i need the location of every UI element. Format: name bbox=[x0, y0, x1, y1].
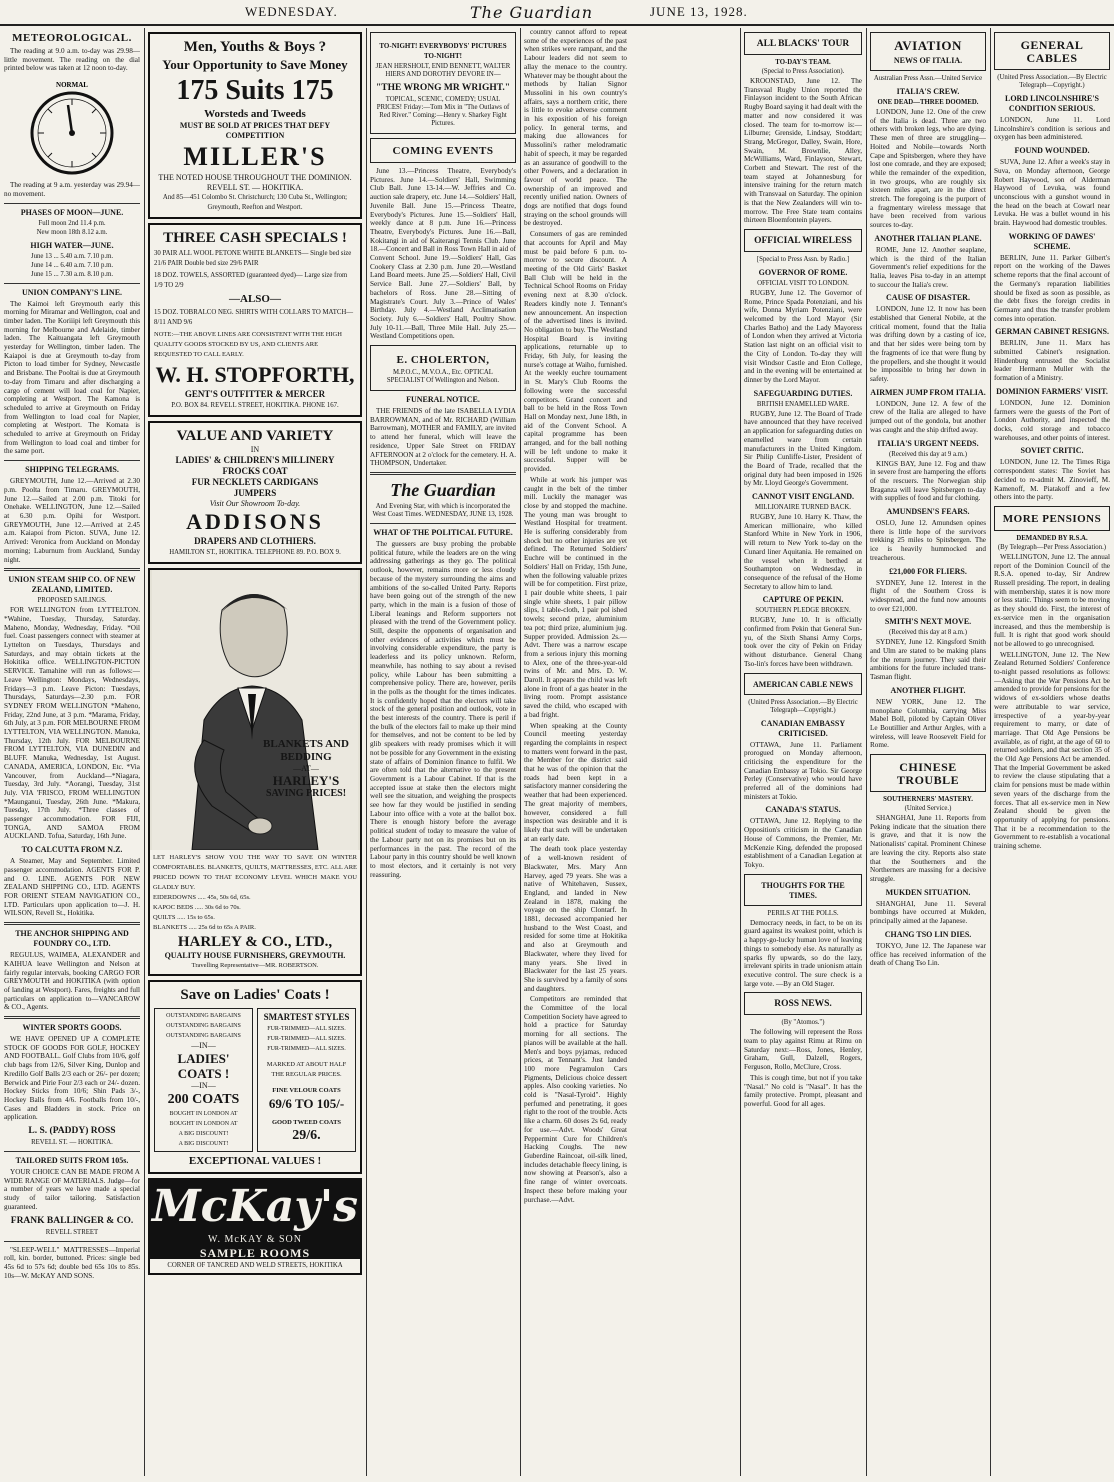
masthead bbox=[0, 0, 1114, 26]
harley-advert bbox=[148, 568, 362, 976]
tailored-suits-text: YOUR CHOICE CAN BE MADE FROM A WIDE RANGE OF MATERIALS. Judge—for a number of years we have made a special study of tailor tailoring. Satisfaction guaranteed. bbox=[4, 1168, 140, 1211]
safeguarding-text: RUGBY, June 12. The Board of Trade have announced that they have received an application for safeguarding duties on enamelled ware from certain manufacturers in the United Kingdom. Sir Philip Cunliffe-Lister, President of the Board of Trade, recalled that the original duty had been imposed in 1926 by Mr. Lloyd George's Government. bbox=[744, 409, 862, 488]
moon-line: New moon 18th 8.12 a.m. bbox=[36, 228, 108, 236]
high-water-line: June 14 ... 6.40 a.m. 7.10 p.m. bbox=[30, 261, 114, 269]
column-4-flow bbox=[524, 28, 736, 1476]
chang-heading: CHANG TSO LIN DIES. bbox=[884, 929, 972, 939]
aviation-subheading: NEWS OF ITALIA. bbox=[893, 56, 963, 65]
cash-special-note: NOTE:—THE ABOVE LINES ARE CONSISTENT WITH THE HIGH QUALITY GOODS STOCKED BY US, AND CLIENTS ARE REQUESTED TO CALL EARLY. bbox=[154, 331, 342, 358]
ross-news-heading: ROSS NEWS. bbox=[774, 999, 832, 1010]
all-blacks-subheading: TO-DAY'S TEAM. bbox=[775, 59, 831, 66]
coming-events-text: June 13.—Princess Theatre, Everybody's Pictures. June 14.—Soldiers' Hall, Swimming Club Ball. June 13-14.—W. Jeffries and Co. auction sale drapery, etc. June 14.—Soldiers' Hall, Juvenile Ball. June 15.—Princess Theatre, Everybody's Pictures. June 15.—Soldiers' Hall, weekly dance at 8 p.m. June 16.—Princess Theatre, Everybody's Pictures. June 16.—Ball, Kokitangi in aid of Kaiterangi Tennis Club. June 18.—Concert and Ball in Ross Town Hall in aid of Convent School. June 19.—Soldiers' Hall, Gas Cookery Class at 2.30 p.m. June 20.—Westland Land Board meets. June 25.—Soldiers' Hall, Civil Service Ball. June 27.—Soldiers' Ball, by bachelors of Ross. June 28.—Sitting of Magistrate's Court. July 3.—Prince of Wales' Birthday. July 4.—Westland Acclimatisation Society. July 6.—Soldiers' Hall, Poultry Show. July 10-11.—Ball, Three Mile Hall. July 25.—Westland Competitions open. bbox=[370, 167, 516, 341]
pictures-advert bbox=[370, 32, 516, 134]
blankets-block bbox=[260, 738, 352, 800]
wireless-source: [Special to Press Assn. by Radio.] bbox=[756, 255, 850, 263]
coats-left-line: —IN— bbox=[191, 1041, 216, 1050]
coats-left-line: COATS ! bbox=[177, 1066, 230, 1081]
cable-news-heading: AMERICAN CABLE NEWS bbox=[752, 679, 853, 689]
cash-special-line: 18 DOZ. TOWELS, ASSORTED (guaranteed dyed)— Large size from 1/9 TO 2/9 bbox=[154, 272, 348, 289]
thoughts-heading: THOUGHTS FOR THE TIMES. bbox=[761, 880, 845, 900]
all-blacks-text: KROONSTAD, June 12. The Transvaal Rugby Union reported the Finlayson incident to the South African Rugby Board saying it had dealt with the matter and now considered it was closed. The team for to-morrow is:—Lilburne; Grenside, Lindsay, Stoddart; Strang, McGregor, Dalley, Swain, Hore, Swain, M. Brownlie, Alley, McWilliams, Ward, Finlayson, Stewart, Corbett and Stewart. The rest of the team stayed at Johannesburg for intensive training for the return match with Transvaal on Saturday. The opinion is that the New Zealanders will win to-morrow. The Free State team contains thirteen Bloemfontein players. bbox=[744, 77, 862, 225]
coats-right-line: GOOD TWEED COATS bbox=[271, 1119, 342, 1126]
farmers-visit-text: LONDON, June 12. Dominion farmers were the guests of the Port of London Authority, and inspected the docks, cold storage and tobacco warehouses, and other points of interest. bbox=[994, 398, 1110, 442]
coats-right-line: FUR-TRIMMED—ALL SIZES. bbox=[267, 1046, 346, 1052]
stopforth-name: W. H. STOPFORTH, bbox=[155, 362, 355, 387]
italia-doomed-heading: ONE DEAD—THREE DOOMED. bbox=[877, 99, 979, 106]
general-cables-source: (United Press Association.—By Electric Telegraph—Copyright.) bbox=[997, 74, 1107, 89]
editorial-heading: WHAT OF THE POLITICAL FUTURE. bbox=[373, 527, 513, 537]
column-4 bbox=[524, 28, 736, 1476]
calcutta-text: A Steamer, May and September. Limited passenger accommodation. AGENTS FOR P. and O. LINE. AGENTS FOR NEW ZEALAND SHIPPING CO., LTD. AGENTS FOR ORIENT STEAM NAVIGATION CO., LTD. Particulars upon application to—J. H. WILSON, Revell St., Hokitika. bbox=[4, 857, 140, 918]
farmers-visit-heading: DOMINION FARMERS' VISIT. bbox=[996, 386, 1108, 396]
calcutta-heading: TO CALCUTTA FROM N.Z. bbox=[21, 845, 123, 855]
amundsen-text: OSLO, June 12. Amundsen opines there is little hope of the survivors trekking 25 miles to Spitsbergen. The ice is heavily hummocked and treacherous. bbox=[870, 519, 986, 562]
column-rule bbox=[144, 28, 145, 1476]
embassy-text: OTTAWA, June 11. Parliament prorogued on Monday afternoon, criticising the expenditure for the Canadian Embassy at Tokio. Sir George Perley (Conservative) who would have preferred all of the dominions had ministers at Tokio. bbox=[744, 740, 862, 801]
coats-right-line: FINE VELOUR COATS bbox=[272, 1087, 341, 1094]
addisons-address: HAMILTON ST., HOKITIKA. TELEPHONE 89. P.O. BOX 9. bbox=[169, 549, 341, 556]
blankets-price: KAPOC BEDS ..... 30s 6d to 70s. bbox=[153, 904, 241, 911]
all-blacks-box bbox=[744, 32, 862, 55]
value-line: LADIES' & CHILDREN'S MILLINERY bbox=[175, 455, 335, 465]
addisons-name: ADDISONS bbox=[186, 509, 324, 534]
value-line: JUMPERS bbox=[233, 488, 277, 498]
harley-subtitle: QUALITY HOUSE FURNISHERS, GREYMOUTH. bbox=[164, 951, 346, 960]
millers-name: MILLER'S bbox=[183, 142, 327, 171]
chang-text: TOKYO, June 12. The Japanese war office has received information of the death of Chang Tso Lin. bbox=[870, 941, 986, 968]
aviation-box bbox=[870, 32, 986, 71]
cash-specials-heading: THREE CASH SPECIALS ! bbox=[163, 230, 347, 246]
column-3 bbox=[370, 28, 516, 1476]
urgent-text: KINGS BAY, June 12. Fog and thaw in severe frost are hampering the efforts of the rescuers. The Norwegian ship Braganza will leave Spitsbergen to-day with supplies of food and fur clothing. bbox=[870, 459, 986, 503]
found-wounded-heading: FOUND WOUNDED. bbox=[1014, 146, 1090, 156]
millers-worsteds: Worsteds and Tweeds bbox=[204, 108, 306, 120]
blankets-heading: BLANKETS AND BEDDING bbox=[263, 738, 349, 763]
guardian-subtitle: And Evening Star, with which is incorporated the West Coast Times. WEDNESDAY, JUNE 13, 1928. bbox=[372, 502, 514, 518]
cable-news-box bbox=[744, 673, 862, 695]
pictures-details: TOPICAL, SCENIC, COMEDY; USUAL PRICES! Friday:—Tom Mix in "The Outlaws of Red River." Coming:—Henry v. Sharkey Fight Pictures. bbox=[376, 96, 510, 127]
pensions-heading: MORE PENSIONS bbox=[1002, 512, 1102, 525]
soviet-heading: SOVIET CRITIC. bbox=[1020, 446, 1084, 456]
german-cabinet-text: BERLIN, June 11. Marx has submitted Cabinet's resignation. Hindenburg entrusted the Socialist leader Hermann Muller with the formation of a Ministry. bbox=[994, 339, 1110, 383]
rome-heading: GOVERNOR OF ROME. bbox=[758, 267, 848, 277]
union-steam-ship-heading: UNION STEAM SHIP CO. OF NEW ZEALAND, LIMITED. bbox=[8, 575, 136, 595]
embassy-heading: CANADIAN EMBASSY CRITICISED. bbox=[760, 718, 846, 738]
column-2 bbox=[148, 28, 362, 1476]
aviation-heading: AVIATION bbox=[894, 38, 962, 53]
value-in: IN bbox=[250, 445, 260, 454]
blankets-text: LET HARLEY'S SHOW YOU THE WAY TO SAVE ON WINTER COMFORTABLES. BLANKETS, QUILTS, MATTRESSES, ETC. ALL ARE PRICED DOWN TO THAT ECONOMY LEVEL WHICH MAKE YOU GLADLY BUY. bbox=[153, 854, 357, 891]
millers-address: And 85—451 Colombo St. Christchurch; 130 Cuba St., Wellington; Greymouth, Reefton and Westport. bbox=[162, 194, 348, 211]
coats-left-line: OUTSTANDING BARGAINS bbox=[166, 1023, 241, 1029]
mckay-advert bbox=[148, 1178, 362, 1275]
smith-source: (Received this day at 8 a.m.) bbox=[889, 629, 967, 637]
blankets-harley: HARLEY'S bbox=[272, 773, 340, 788]
millers-must-be-sold: MUST BE SOLD AT PRICES THAT DEFY COMPETITION bbox=[179, 121, 331, 140]
dial-label: NORMAL bbox=[56, 81, 88, 90]
union-company-text: The Kaimoi left Greymouth early this morning for Miramar and Wellington, coal and timber laden. The Koriiipi left Greymouth this morning for Melbourne and Adelaide, timber laden. The Kaituangata left Greymouth yesterday for Wellington, timber laden. The Kaiapoi is due at Greymouth to-day from Picton to load timber for Sydney, Newcastle and Brisbane. The Pooltai is due at Greymouth to-day from Timaru and after discharging a cargo of cement will load coal for Napier, completing at Westport. The Kamona is scheduled to arrive at Greymouth on Friday from Wellington to load coal for Napier, completing at Westport. The Komata is scheduled to arrive at Greymouth on Friday from Wellington to load coal and timber for the same port. bbox=[4, 299, 140, 456]
millers-suits: 175 Suits 175 bbox=[176, 75, 334, 106]
harley-name: HARLEY & CO., LTD., bbox=[177, 934, 333, 950]
blankets-price: EIDERDOWNS ..... 45s, 50s 6d, 65s. bbox=[153, 894, 251, 901]
pekin-text: RUGBY, June 10. It is officially confirmed from Pekin that General Sun-yu, of the Sixth Shansi Army Corps, took over the city of Pekin on Friday without disturbance. General Chang Tso-lin's forces have been withdrawn. bbox=[744, 616, 862, 668]
barometer-dial-icon bbox=[24, 77, 120, 177]
dawes-text: BERLIN, June 11. Parker Gilbert's report on the working of the Dawes scheme reports that the final account of the Germany's reparation liabilities should be fixed as soon as possible, as the debt fixes the foreign credits in Germany and thus the transfer problem comes into operation. bbox=[994, 253, 1110, 323]
coats-left-line: OUTSTANDING BARGAINS bbox=[166, 1033, 241, 1039]
cash-special-line: 30 PAIR ALL WOOL PETONE WHITE BLANKETS— Single bed size 21/6 PAIR Double bed size 29/6 PAIR bbox=[154, 250, 352, 267]
pensions-subheading: DEMANDED BY R.S.A. bbox=[1016, 534, 1088, 542]
blankets-at: —AT— bbox=[293, 764, 319, 773]
general-cables-heading: GENERAL CABLES bbox=[1020, 38, 1084, 65]
ross-advert-name: L. S. (PADDY) ROSS bbox=[28, 1126, 116, 1137]
pensions-text: WELLINGTON, June 12. The annual report of the Dominion Council of the R.S.A. opened to-day, Sir Andrew Russell presiding. The report, in dealing with membership, states it is now more or less static. Things seem to be moving as they should do. First, the interest of ex-service men in the organisation increased, and thus the membership is full. It is right that good work should not be allowed to go unrecognised. bbox=[994, 552, 1110, 648]
harley-rep: Travelling Representative—MR. ROBERTSON. bbox=[191, 962, 319, 969]
ross-news-text: The following will represent the Ross team to play against Rimu at Rimu on Saturday next:—Ross, Jones, Henley, Graham, Gull, Dalzell, Rogers, Ferguson, Rollo, McClure, Cross. bbox=[744, 1028, 862, 1072]
column-1 bbox=[4, 28, 140, 1476]
coats-heading: Save on Ladies' Coats ! bbox=[180, 987, 330, 1003]
masthead-title: The Guardian bbox=[470, 2, 594, 22]
plane-heading: ANOTHER ITALIAN PLANE. bbox=[874, 233, 982, 243]
smith-heading: SMITH'S NEXT MOVE. bbox=[884, 617, 972, 627]
pensions-text-2: WELLINGTON, June 12. The New Zealand Returned Soldiers' Conference to-night passed resolutions as follows:—Asking that the War Pensions Act be amended to provide for pensions for the widows of ex-soldiers whose deaths were attributable to war service, irrespective of a year-by-year requirement to marry, or date of marriage. That Old Age Pensions be available, as of right, at the age of 60 to returned soldiers, and that section 35 of the Old Age Pensions Act be amended. That the Imperial Government be asked to review the clause stipulating that a claim for pensions must be made within seven years of the discharge from the forces. That all ex-service men in New Zealand should be given the opportunity of applying for pensions. That it be a recommendation to the Government to re-establish a vocational training scheme. bbox=[994, 650, 1110, 851]
pictures-title: "THE WRONG MR WRIGHT." bbox=[375, 83, 511, 93]
mckay-subtitle: W. McKAY & SON bbox=[150, 1234, 360, 1247]
coats-left-line: 200 COATS bbox=[167, 1092, 240, 1107]
millers-heading: Men, Youths & Boys ? bbox=[183, 39, 327, 55]
moon-line: Full moon 2nd 11.4 p.m. bbox=[38, 219, 106, 227]
stopforth-subtitle: GENT'S OUTFITTER & MERCER bbox=[184, 389, 326, 399]
coats-right-panel bbox=[257, 1008, 356, 1152]
column-rule bbox=[990, 28, 991, 1476]
chinese-trouble-text: SHANGHAI, June 11. Reports from Peking indicate that the situation there is grave, and that it is now the Nationalists' capital. Prominent Chinese are leaving the city. Reports also state that the Southerners and the Northerners are massing for a decisive struggle. bbox=[870, 814, 986, 883]
millers-advert bbox=[148, 32, 362, 219]
pekin-heading: CAPTURE OF PEKIN. bbox=[762, 595, 844, 605]
moon-heading: PHASES OF MOON—JUNE. bbox=[20, 207, 124, 217]
wireless-heading: OFFICIAL WIRELESS bbox=[754, 235, 852, 246]
mukden-heading: MUKDEN SITUATION. bbox=[885, 887, 971, 897]
meteorological-heading: METEOROLOGICAL. bbox=[12, 32, 132, 44]
winter-sports-text: WE HAVE OPENED UP A COMPLETE STOCK OF GOODS FOR GOLF, HOCKEY AND FOOTBALL. Golf Clubs from 10/6, golf club bags from 12/6, Silver King, Dunlop and Kredillo Golf Balls 2/3 each or 26/- per dozen; Berwick and Pirie Four 2/3 each or 24/- dozen. Hockey Sticks from 10/6; Shin Pads 3/-, Hockey Balls from 4/6. Footballs from 10/-, Cases and Bladders in stock. Price on application. bbox=[4, 1035, 140, 1122]
status-text: OTTAWA, June 12. Replying to the Opposition's criticism in the Canadian House of Commons, the Premier, Mr. McKenzie King, defended the proposed establishment of a Canadian Legation at Tokyo. bbox=[744, 817, 862, 869]
ross-news-box bbox=[744, 992, 862, 1015]
cholerton-name: E. CHOLERTON, bbox=[396, 354, 490, 367]
anchor-shipping-heading: THE ANCHOR SHIPPING AND FOUNDRY CO., LTD. bbox=[15, 929, 129, 949]
coats-right-line: MARKED AT ABOUT HALF THE REGULAR PRICES. bbox=[266, 1061, 347, 1078]
soviet-text: LONDON, June 12. The Times Riga correspondent states: The Soviet has decided to re-admit M. Zinovieff, M. Kamenoff, M. Piatakoff and a few others into the party. bbox=[994, 458, 1110, 502]
column-rule bbox=[366, 28, 367, 1476]
safeguarding-subheading: BRITISH ENAMELLED WARE. bbox=[756, 400, 850, 408]
lincolnshire-heading: LORD LINCOLNSHIRE'S CONDITION SERIOUS. bbox=[1004, 94, 1100, 113]
masthead-date: JUNE 13, 1928. bbox=[650, 4, 748, 19]
ladies-coats-advert bbox=[148, 980, 362, 1174]
blankets-saving: SAVING PRICES! bbox=[265, 788, 347, 799]
editorial-text: The guessers are busy probing the probable political future, while the leaders are on the wing addressing gatherings as they go. The political outlook, however, remains more or less cloudy because of the mystery surrounding the aims and ambitions of the so-called United Party. Reports have been going out of the strength of the new party, which in the main is a fusion of those of Liberal leanings and Reform supporters not pleased with the trend of the Government policy. Still, despite the opponents of organisation and other evidences of activities which must be involving considerable expenditure, the party is leaderless and its policy unknown. Reform, meanwhile, has nothing to say about a revised policy, while Labour has been submitting a comprehensive policy. There are, however, perils in the polls as the thought for the times indicates. It is confidently hoped that the electors will take stock of the general position and outlook, vote in the best interests of the country. There is peril if the bulk of the electors fail to make up their mind for themselves, and not be content to be led by glib speakers with ready promises which it will not be possible for any Government in the existing state of affairs of Dominion finance to fulfil. We are often told that the alternative to the present Government is a Labour Cabinet. If that is the accepted issue at stake then the electors might well see the situation, and weighing the prospects see how far they would be justified in sending Labour into office with a vote at the ballot box. There is enough history before the average political student of today to measure the value of the Labour party not on its promises but on its performances in the past. The record of the Labour party in this country should be well known to most electors, and it certainly is not very reassuring. bbox=[370, 539, 516, 879]
coats-left-panel bbox=[154, 1008, 253, 1152]
cannot-visit-subheading: MILLIONAIRE TURNED BACK. bbox=[755, 504, 851, 512]
consumers-text: Consumers of gas are reminded that accounts for April and May must be paid before 6 p.m. to-morrow to secure discount. A meeting of the Old Girls' Basket Ball Club will be held in the Technical School Rooms on Friday evening next at 8.30 o'clock. Readers kindly note J. Tennant's new announcement. An inspection of the advertised lines is invited. No obligation to buy. The Westland Hospital Board is inviting applications, returnable up to Friday, 6th July, for leasing the nurse's cottage at Waiho, furnished. At the weekly euchre tournament in St. Mary's Club Rooms the following were the successful competitors. Grand concert and ball to be held in the Ross Town Hall on Monday next, June 18th, in aid of the Convent School. A capital programme has been arranged, and for the ball nothing will be left undone to make it successful. Supper will be provided. bbox=[524, 230, 627, 474]
column-rule bbox=[866, 28, 867, 1476]
cash-special-line: —ALSO— bbox=[229, 293, 281, 305]
coats-left-line: BOUGHT IN LONDON AT bbox=[169, 1121, 238, 1127]
mukden-text: SHANGHAI, June 11. Several bombings have occurred at Mukden, principally aimed at the Japanese. bbox=[870, 899, 986, 926]
coats-right-line: 69/6 TO 105/- bbox=[268, 1096, 345, 1111]
wireless-box bbox=[744, 229, 862, 252]
cannot-visit-text: RUGBY, June 10. Harry K. Thaw, the American millionaire, who killed Stanford White in New York in 1906, will return to New York to-day on the Cunard liner Aquitania. He remained on the vessel when it berthed at Southampton on Wednesday, in consequence of the refusal of the Home Secretary to allow him to land. bbox=[744, 513, 862, 591]
urgent-source: (Received this day at 9 a.m.) bbox=[889, 450, 967, 458]
airmen-text: LONDON, June 12. A few of the crew of the Italia are alleged to have jumped out of the gondola, but another was caught and the ship drifted away. bbox=[870, 399, 986, 434]
found-wounded-text: SUVA, June 12. After a week's stay in Suva, on Monday afternoon, George Robert Haywood, son of Alderman Haywood of Levuka, was found unconscious with a gunshot wound in the head on the beach at Cowarl near Levuka. He was a bullet wound in his brain. Haywood had domestic troubles. bbox=[994, 158, 1110, 228]
union-company-heading: UNION COMPANY'S LINE. bbox=[21, 287, 123, 297]
aviation-source: Australian Press Assn.—United Service bbox=[873, 75, 983, 82]
ballinger-name: FRANK BALLINGER & CO. bbox=[10, 1215, 134, 1226]
funeral-heading: FUNERAL NOTICE. bbox=[406, 395, 480, 405]
winter-sports-heading: WINTER SPORTS GOODS. bbox=[22, 1023, 122, 1033]
coats-left-line: A BIG DISCOUNT! bbox=[178, 1141, 229, 1147]
urgent-heading: ITALIA'S URGENT NEEDS. bbox=[877, 438, 979, 448]
airmen-heading: AIRMEN JUMP FROM ITALIA. bbox=[870, 387, 986, 397]
addisons-subtitle: DRAPERS AND CLOTHIERS. bbox=[194, 536, 316, 546]
safeguarding-heading: SAFEGUARDING DUTIES. bbox=[753, 388, 853, 398]
man-illustration bbox=[150, 570, 360, 850]
thoughts-text: Democracy needs, in fact, to be on its guard against its weakest point, which is a happy-go-lucky human love of leaving things to somebody else. As naturally as sparks fly upwards, so do the lazy, irrelevant spirits in trade unionism attain executive control. The sure check is a large vote. —By an Old Stager. bbox=[744, 918, 862, 988]
column-rule bbox=[520, 28, 521, 1476]
german-cabinet-heading: GERMAN CABINET RESIGNS. bbox=[995, 327, 1109, 337]
mckay-address: CORNER OF TANCRED AND WELD STREETS, HOKITIKA bbox=[167, 1262, 343, 1270]
proposed-sailings-subheading: PROPOSED SAILINGS. bbox=[37, 597, 107, 605]
coats-left-line: —IN— bbox=[191, 1081, 216, 1090]
union-steam-ship-text: FOR WELLINGTON from LYTTELTON. *Wahine, Tuesday, Thursday, Saturday. Maheno, Monday, Wednesday, Friday. *Oil fuel. Coast passengers connect with steamer at Lyttelton on Tuesdays, Thursdays and Saturdays, and may obtain tickets at the Hokitika office. WELLINGTON-PICTON SERVICE. Tamahine will run as follows:—Leave Wellington: Mondays, Wednesdays, Fridays—3 p.m. Leave Picton: Tuesdays, Thursdays, Saturdays—2.30 p.m. FOR SYDNEY FROM WELLINGTON *Maheno, Friday, 22nd June, at 3 p.m. *Marama, Friday, 6th July, at 3 p.m. FOR MELBOURNE FROM LYTTELTON, VIA WELLINGTON. Manuka, Thursday, 12th July. FOR MELBOURNE FROM LYTTELTON, VIA DUNEDIN and BLUFF. Manuka, Wednesday, 1st August. CANADA, AMERICA, LONDON, Etc. *Via Vancouver, from Auckland—*Niagara, Tuesday, 3rd July. *Aorangi, Tuesday, 31st July. VIA 'FRISCO, FROM WELLINGTON *Maunganui, Tuesday, 26th June. *Makura, Tuesday, 17th July. *Three classes of passenger accommodation. FOR FIJI, TONGA, AND SAMOA FROM AUCKLAND. Tofua, Saturday, 16th June. bbox=[4, 606, 140, 841]
column-rule bbox=[740, 28, 741, 1476]
barometer-dial bbox=[4, 77, 140, 177]
lincolnshire-text: LONDON, June 11. Lord Lincolnshire's condition is serious and oxygen has been administered. bbox=[994, 116, 1110, 142]
ross-advert-address: REVELL ST. — HOKITIKA. bbox=[31, 1139, 113, 1147]
meteorological-text: The reading at 9.0 a.m. to-day was 29.98—little movement. The reading on the dial printed below was taken at 12 noon to-day. bbox=[4, 47, 140, 73]
dawes-heading: WORKING OF DAWES' SCHEME. bbox=[1008, 231, 1096, 251]
millers-opportunity: Your Opportunity to Save Money bbox=[162, 57, 348, 72]
blankets-price: BLANKETS ..... 25s 6d to 65s A PAIR. bbox=[153, 924, 256, 931]
value-line: FUR NECKLETS CARDIGANS bbox=[191, 477, 319, 487]
cholerton-subtitle: M.P.O.C., M.V.O.A., Etc. OPTICAL SPECIALIST Of Wellington and Nelson. bbox=[386, 369, 500, 385]
high-water-line: June 15 ... 7.30 a.m. 8.10 p.m. bbox=[30, 270, 114, 278]
coats-right-line: 29/6. bbox=[292, 1128, 321, 1143]
addisons-advert bbox=[148, 421, 362, 564]
meteorological-text-2: The reading at 9 a.m. yesterday was 29.94—no movement. bbox=[4, 181, 140, 198]
shipping-telegrams-text: GREYMOUTH, June 12.—Arrived at 2.30 p.m. Poolta from Timaru. GREYMOUTH, June 12.—Sailed at 2.00 p.m. Titoki for Onehake. WELLINGTON, June 12.—Sailed at 6.30 p.m. Opihi for Westport. GREYMOUTH, June 12.—Arrived at 2.45 a.m. Kaiapoi from Picton. SUVA, June 12. Arrived: Veronica from Auckland on Monday morning; Laburnum from Auckland, Sunday night. bbox=[4, 477, 140, 564]
tailored-suits-heading: TAILORED SUITS FROM 105s. bbox=[15, 1156, 129, 1166]
cholerton-advert bbox=[370, 345, 516, 391]
ballinger-address: REVELL STREET bbox=[45, 1228, 99, 1236]
status-heading: CANADA'S STATUS. bbox=[765, 805, 841, 815]
chinese-trouble-heading: CHINESE TROUBLE bbox=[896, 760, 960, 788]
coats-left-line: OUTSTANDING BARGAINS bbox=[166, 1013, 241, 1019]
anchor-shipping-text: REGULUS, WAIMEA, ALEXANDER and KAIHUA leave Wellington and Nelson at fairly regular intervals, booking CARGO FOR GREYMOUTH and HOKITIKA (with option of landing at Westport). Fares, freights and full particulars on application to—VANCAROW & CO., Agents. bbox=[4, 951, 140, 1012]
pictures-cast: JEAN HERSHOLT, ENID BENNETT, WALTER HIERS AND DOROTHY DEVORE IN— bbox=[375, 63, 511, 78]
cable-news-source: (United Press Association.—By Electric Telegraph—Copyright.) bbox=[748, 698, 858, 714]
thoughts-subheading: PERILS AT THE POLLS. bbox=[767, 909, 839, 917]
obituary-text: The death took place yesterday of a well-known resident of Blackwater, Mrs. Mary Ann Harvey, aged 79 years. She was a native of Whitehaven, Sussex, England, and landed in New Zealand in 1878, making the voyage on the ship Clontarf. In 1881, deceased accompanied her husband to the West Coast, and resided for some time at Hokitika and also at Greymouth and Blackwater, where they lived for many years. She lived in Blackwater for the last 25 years. She is survived by a family of sons and daughters. bbox=[524, 845, 627, 993]
masthead-day: WEDNESDAY. bbox=[245, 4, 338, 19]
high-water-line: June 13 ... 5.40 a.m. 7.10 p.m. bbox=[30, 252, 114, 260]
stopforth-advert bbox=[148, 223, 362, 417]
value-heading: VALUE AND VARIETY bbox=[176, 428, 334, 444]
mckay-logo: McKay's bbox=[151, 1181, 359, 1232]
blankets-price: QUILTS ..... 15s to 65s. bbox=[153, 914, 215, 921]
cause-text: LONDON, June 12. It now has been established that General Nobile, at the critical moment, found that the Italia was drifting down by a casting of ice, and that her sides were being torn by the fragments of ice that were flung by the propellers, and she thought it would be impossible to bring her down in safety. bbox=[870, 305, 986, 383]
coats-right-line: FUR-TRIMMED—ALL SIZES. bbox=[267, 1026, 346, 1032]
chinese-trouble-subheading: SOUTHERNERS' MASTERY. bbox=[883, 796, 973, 804]
local-news-text: While at work his jumper was caught in the belt of the timber mill. Luckily the manager was close by and stopped the machine. The young man was brought to Westland Hospital for treatment. He is suffering considerably from shock but no other injuries are yet defined. The Returned Soldiers' Euchre will be continued in the Soldiers' Hall on Friday, 15th June, when the following valuable prizes will be for competition. First prize, 1 pair double white sheets, 1 pair single white sheets, 1 pair pillow slips, 1 table-cloth, 1 pair pol ished towels; second prize, aluminium tea pot; third prize, aluminium jug. Supper provided. Admission 2s.—Advt. There was a narrow escape from a serious injury this morning to Alex, one of the three-year-old twins of Mr. and Mrs. D. W. Daroll. It appears the child was left alone in front of a gas heater in the living room. Prompt assistance saved the child, who escaped with a bad fright. bbox=[524, 475, 627, 719]
mckay-sample-rooms: SAMPLE ROOMS bbox=[150, 1247, 360, 1260]
general-cables-box bbox=[994, 32, 1110, 70]
chinese-trouble-box bbox=[870, 754, 986, 792]
flight-heading: ANOTHER FLIGHT. bbox=[890, 685, 966, 695]
column-5 bbox=[744, 28, 862, 1476]
ross-news-source: (By "Atomos.") bbox=[781, 1019, 825, 1027]
sleep-well-text: "SLEEP-WELL" MATTRESSES—Imperial roll, kin. border, buttoned. Prices: single bed 45s 6d to 57s 6d; double bed 65s 10s to 85s. 10s—W. McKAY AND SONS. bbox=[4, 1245, 140, 1280]
italia-text: LONDON, June 12. One of the crew of the Italia is dead. Three are two others with broken legs, who are dying. These men of three are struggling—Hoited and Nobile—towards North Cape and Spitsbergen, where they have lost one comrade, and they are exposed; while the remainder of the expedition, in two groups, who are roughly six sixteen miles apart, are in the direct stretch. The foregoing is the purport of a fragmentary wireless message that have been received from various sources to-day. bbox=[870, 108, 986, 230]
fliers-text: SYDNEY, June 12. Interest in the flight of the Southern Cross is widespread, and the fund now amounts to over £21,000. bbox=[870, 578, 986, 613]
italia-crew-heading: ITALIA'S CREW. bbox=[896, 87, 960, 96]
shipping-telegrams-heading: SHIPPING TELEGRAMS. bbox=[25, 465, 119, 475]
all-blacks-source: (Special to Press Association). bbox=[761, 68, 845, 75]
guardian-nameplate: The Guardian bbox=[390, 479, 496, 500]
coming-events-heading: COMING EVENTS bbox=[392, 145, 494, 157]
pensions-source: (By Telegraph—Per Press Association.) bbox=[997, 543, 1107, 551]
nasal-text: This is cough time, but not if you take "Nasal." No cold is "Nasal". It has the family protective. Prompt, pleasant and powerful. Good for all ages. bbox=[744, 1073, 862, 1108]
column-6 bbox=[870, 28, 986, 1476]
thoughts-box bbox=[744, 874, 862, 906]
coats-left-line: A BIG DISCOUNT! bbox=[178, 1131, 229, 1137]
coats-exceptional: EXCEPTIONAL VALUES ! bbox=[188, 1155, 322, 1167]
rome-subheading: OFFICIAL VISIT TO LONDON. bbox=[757, 279, 849, 287]
chinese-trouble-source: (United Service.) bbox=[904, 805, 952, 813]
coats-right-line: FUR-TRIMMED—ALL SIZES. bbox=[267, 1036, 346, 1042]
flight-text: NEW YORK, June 12. The monoplane Columbia, carrying Miss Mabel Boll, piloted by Captain Oliver Le Boutillier and Arthur Argles, with a wireless, will leave Roosevelt Field for Rome. bbox=[870, 697, 986, 750]
value-visit: Visit Our Showroom To-day. bbox=[209, 499, 301, 508]
column-7 bbox=[994, 28, 1110, 1476]
all-blacks-heading: ALL BLACKS' TOUR bbox=[756, 39, 850, 49]
coats-right-line: SMARTEST STYLES bbox=[263, 1012, 350, 1022]
cannot-visit-heading: CANNOT VISIT ENGLAND. bbox=[751, 492, 855, 502]
rome-text: RUGBY, June 12. The Governor of Rome, Prince Spada Potenziani, and his wife, Donna Myriam Potenziani, were welcomed by the Lord Mayor (Sir Charles Batho) and the Lady Mayoress of London when they arrived at Victoria Station last night on an official visit to the City of London. To-day they will visit Windsor Castle and Eton College, and in the evening will be entertained at dinner by the Lord Mayor. bbox=[744, 288, 862, 384]
millers-subtitle: THE NOTED HOUSE THROUGHOUT THE DOMINION. REVELL ST. — HOKITIKA. bbox=[158, 173, 352, 192]
competitions-text: Competitors are reminded that the Committee of the local Competition Society have agreed to hold a practice for Saturday morning for all sections. The pianos will be available at the hall. Men's and boys pyjamas, reduced prices, at Tennant's. Just landed 100 more Pegramulon Cars Pigments, Delicious choice dessert apples. Also cooking varieties. No cold is "Nasal-Tyroid". Highly perfumed and penetrating, it goes right to the root of the trouble. Acts like a charm. 60 doses 2s 6d, ready for use.—Advt. Woods' Great Peppermint Cure for Children's Hacking Coughs. The new Guberdine Raincoat, oil-silk lined, includes detachable fleecy lining, is now showing at Pearson's, also a fine range of winter overcoats. Inspect these before making your purchase.—Advt. bbox=[524, 995, 627, 1204]
strike-text: country cannot afford to repeat some of the experiences of the past when strikes were rampant, and the Labour leaders did not seem to allay the menace to the country. Whatever may be thought about the methods by Italian Signor Mussolini in his own country's affairs, says a northern critic, there is little to evoke adverse comment in his exposition of his foreign policy. In general terms, and making due allowances for Mussolini's rather melodramatic habit of speech, it may be regarded as an assurance of goodwill to the other Powers, and a declaration in favour of world peace. The ownership of an improved and recently unified nation. Owners of dogs are notified that dogs found straying on the school grounds will be destroyed. bbox=[524, 28, 627, 228]
coming-events-box bbox=[370, 138, 516, 163]
value-line: FROCKS COAT bbox=[222, 466, 288, 476]
amundsen-heading: AMUNDSEN'S FEARS. bbox=[886, 507, 970, 517]
high-water-heading: HIGH WATER—JUNE. bbox=[30, 240, 114, 250]
cash-special-line: 15 DOZ. TOBRALCO NEG. SHIRTS WITH COLLARS TO MATCH— 8/11 AND 9/6 bbox=[154, 309, 354, 326]
plane-text: ROME, June 12. Another seaplane, which is the third of the Italian Government's relief expeditions for the Italia, leaves Pisa to-day in an attempt to succour the Italia's crew. bbox=[870, 245, 986, 289]
man-portrait-icon bbox=[152, 570, 358, 850]
pictures-heading: TO-NIGHT! EVERYBODYS' PICTURES TO-NIGHT! bbox=[379, 42, 507, 60]
funeral-text: THE FRIENDS of the late ISABELLA LYDIA BARROWMAN, and of Mr. RICHARD (William Barrowman), MOTHER and FAMILY, are invited to attend her funeral, which will leave the residence, Upper Sale Street on FRIDAY AFTERNOON at 2 o'clock for the cemetery. H. A. THOMPSON, Undertaker. bbox=[370, 407, 516, 468]
county-council-text: When speaking at the County Council meeting yesterday regarding the complaints in respect to matters went forward in the past, the Member for the district said that he was of the opinion that the roads had been kept in a satisfactory manner considering the weather that had been experienced. The great majority of members, however, considered a full inspection was desirable and it is likely that such will be undertaken at an early date. bbox=[524, 721, 627, 843]
pekin-subheading: SOUTHERN PLEDGE BROKEN. bbox=[755, 607, 851, 615]
coats-left-line: BOUGHT IN LONDON AT bbox=[169, 1111, 238, 1117]
coats-left-line: LADIES' bbox=[177, 1051, 230, 1066]
stopforth-address: P.O. BOX 84. REVELL STREET, HOKITIKA. PHONE 167. bbox=[171, 402, 339, 409]
smith-text: SYDNEY, June 12. Kingsford Smith and Ulm are stated to be making plans for the return journey. They said their ambitions for the future included trans-Tasman flight. bbox=[870, 638, 986, 682]
fliers-heading: £21,000 FOR FLIERS. bbox=[889, 566, 967, 576]
pensions-box bbox=[994, 506, 1110, 531]
cause-heading: CAUSE OF DISASTER. bbox=[886, 293, 970, 303]
